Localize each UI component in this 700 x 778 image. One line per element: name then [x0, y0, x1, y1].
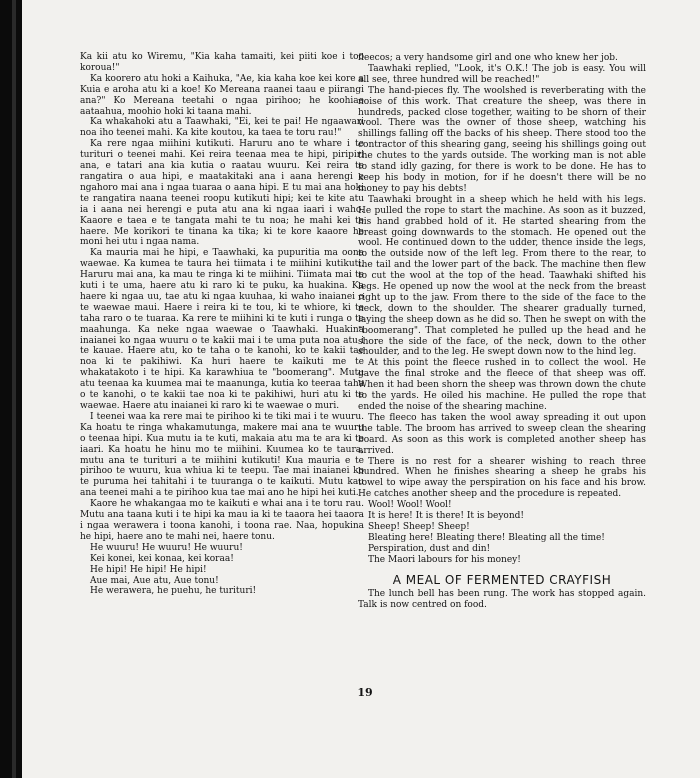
left-chant-line: He werawera, he puehu, he turituri! [90, 586, 257, 597]
left-chant-line: Aue mai, Aue atu, Aue tonu! [90, 575, 219, 586]
left-chant-line: He hipi! He hipi! He hipi! [90, 564, 207, 575]
right-chant-line: Wool! Wool! Wool! [368, 500, 452, 511]
left-paragraph: I teenei waa ka rere mai te pirihoo ki te tiki mai i te wuuru. Ka hoatu te ringa whakamutunga, makere mai ana te wuuru o teenaa hipi. Kua mutu ia te kuti, makaia atu ma te ara ki te iaari. Ka hoatu he hinu mo te miihini. Kuumea ko te taura, mutu ana te turituri a te miihini kutikuti! Kua mauria e te pirihoo te wuuru, kua whiua ki te teepu. Tae mai inaianei ko te puruma hei tahitahi i te tuuranga o te kaikuti. Mutu kau ana teenei mahi a te pirihoo kua tae mai ano he hipi hei kuti. [80, 411, 364, 499]
right-paragraph: The hand-pieces fly. The woolshed is reverberating with the noise of this work. That creature the sheep, was there in hundreds, packed close together, waiting to be shorn of their wool. There was the owner of those sheep, watching his shillings falling off the backs of his sheep. There stood too the contractor of this shearing gang, seeing his shillings going out the chutes to the yards outside. The working man is not able to stand idly gazing, for there is work to be done. He has to keep his body in motion, for if he doesn't there will be no money to pay his debts! [358, 85, 646, 194]
right-paragraph: At this point the fleece rushed in to collect the wool. He gave the final stroke and the fleece of that sheep was off. When it had been shorn the sheep was thrown down the chute to the yards. He oiled his machine. He pulled the rope that ended the noise of the shearing machine. [358, 358, 646, 412]
right-paragraph: The fleeco has taken the wool away spreading it out upon the table. The broom has arrived to sweep clean the shearing board. As soon as this work is completed another sheep has arrived. [358, 412, 646, 456]
left-column-maori-text [80, 52, 364, 597]
left-opening-paragraph: Ka kii atu ko Wiremu, "Kia kaha tamaiti, kei piiti koe i too koroua!" [80, 52, 364, 73]
left-paragraph: Ka koorero atu hoki a Kaihuka, "Ae, kia kaha koe kei kore a Kuia e aroha atu ki a koe! Ko Mereana raanei taau e piirangi ana?" Ko Mereana teetahi o ngaa pirihoo; he koohiae aataahua, moohio hoki ki taana mahi. [80, 73, 364, 117]
left-paragraph: Ka mauria mai he hipi, e Taawhaki, ka pupuritia ma oona waewae. Ka kumea te taura hei tiimata i te miihini kutikuti. Haruru mai ana, ka mau te ringa ki te miihini. Tiimata mai te kuti i te uma, haere atu ki raro ki te puku, ka huakina. Ka haere ki ngaa uu, tae atu ki ngaa kuuhaa, ki waho inaianei o te waewae maui. Haere i reira ki te tou, ki te whiore, ki te taha raro o te tuaraa. Ka rere te miihini ki te kuti i runga o te maahunga. Ka neke ngaa waewae o Taawhaki. Huakina inaianei ko ngaa wuuru o te kakii mai i te uma puta noa atu i te kauae. Haere atu, ko te taha o te kanohi, ko te kakii tae noa ki te pakihiwi. Ka huri haere te kaikuti me te whakatakoto i te hipi. Ka karawhiua te "boomerang". Mutu atu teenaa ka kuumea mai te maanunga, kutia ko teeraa taha o te kanohi, o te kakii tae noa ki te pakihiwi, huri atu ki te waewae. Haere atu inaianei ki raro ki te waewae o muri. [80, 248, 364, 411]
right-paragraph: There is no rest for a shearer wishing to reach three hundred. When he finishes shearing a sheep he grabs his towel to wipe away the perspiration on his face and his brow. He catches another sheep and the procedure is repeated. [358, 456, 646, 500]
right-chant-line: Bleating here! Bleating there! Bleating all the time! [368, 532, 605, 543]
book-page [22, 0, 700, 778]
left-chant-line: He wuuru! He wuuru! He wuuru! [90, 542, 243, 553]
left-chant-line: Kei konei, kei konaa, kei koraa! [90, 553, 234, 564]
right-closing-paragraph: The lunch bell has been rung. The work has stopped again. Talk is now centred on food. [358, 589, 646, 610]
right-chant-line: The Maori labours for his money! [368, 554, 521, 565]
right-chant [358, 500, 646, 565]
right-column-english-text [358, 53, 646, 611]
left-chant [80, 543, 364, 598]
right-paragraph: Taawhaki replied, "Look, it's O.K.! The job is easy. You will all see, three hundred will be reached!" [358, 63, 646, 85]
left-paragraph: Ka whakahoki atu a Taawhaki, "Ei, kei te pai! He ngaawari noa iho teenei mahi. Ka kite koutou, ka taea te toru rau!" [80, 117, 364, 139]
left-paragraph: Kaore he whakangaa mo te kaikuti e whai ana i te toru rau. Mutu ana taana kuti i te hipi ka mau ia ki te taaora hei taaora i ngaa werawera i toona kanohi, i toona rae. Naa, hopukina he hipi, haere ano te mahi nei, haere tonu. [80, 499, 364, 542]
page-binding-edge [12, 0, 16, 778]
section-heading: A MEAL OF FERMENTED CRAYFISH [392, 572, 612, 587]
left-paragraph: Ka rere ngaa miihini kutikuti. Haruru ano te whare i te turituri o teenei mahi. Kei reira teenaa mea te hipi, piripiri ana, e tatari ana kia kutia o raatau wuuru. Kei reira te rangatira o aua hipi, e maatakitaki ana i aana herengi e ngahoro mai ana i ngaa tuaraa o aana hipi. E tu mai ana hoki te rangatira naana teenei roopu kutikuti hipi; kei te kite atu ia i aana nei herengi e puta atu ana ki ngaa iaari i waho. Kaaore e taea e te tangata mahi te tu noa; he mahi kei te haere. Me korikori te tinana ka tika; ki te kore kaaore he moni hei utu i ngaa nama. [80, 139, 364, 248]
right-chant-line: Perspiration, dust and din! [368, 543, 491, 554]
right-paragraph: Taawhaki brought in a sheep which he held with his legs. He pulled the rope to start the machine. As soon as it buzzed, his hand grabbed hold of it. He started shearing from the breast going downwards to the stomach. He opened out the wool. He continued down to the udder, thence inside the legs, to the outside now of the left leg. From there to the rear, to the tail and the lower part of the back. The machine then flew to cut the wool at the top of the head. Taawhaki shifted his legs. He opened up now the wool at the neck from the breast right up to the jaw. From there to the side of the face to the neck, down to the shoulder. The shearer gradually turned, laying the sheep down as he did so. Then he swept on with the "boomerang". That completed he pulled up the head and he shore the side of the face, of the neck, down to the other shoulder, and to the leg. He swept down now to the hind leg. [358, 194, 646, 358]
right-opening-paragraph: fleecos; a very handsome girl and one who knew her job. [358, 53, 618, 63]
right-chant-line: It is here! It is there! It is beyond! [368, 511, 525, 522]
right-chant-line: Sheep! Sheep! Sheep! [368, 521, 470, 532]
page-number: 19 [357, 686, 373, 699]
